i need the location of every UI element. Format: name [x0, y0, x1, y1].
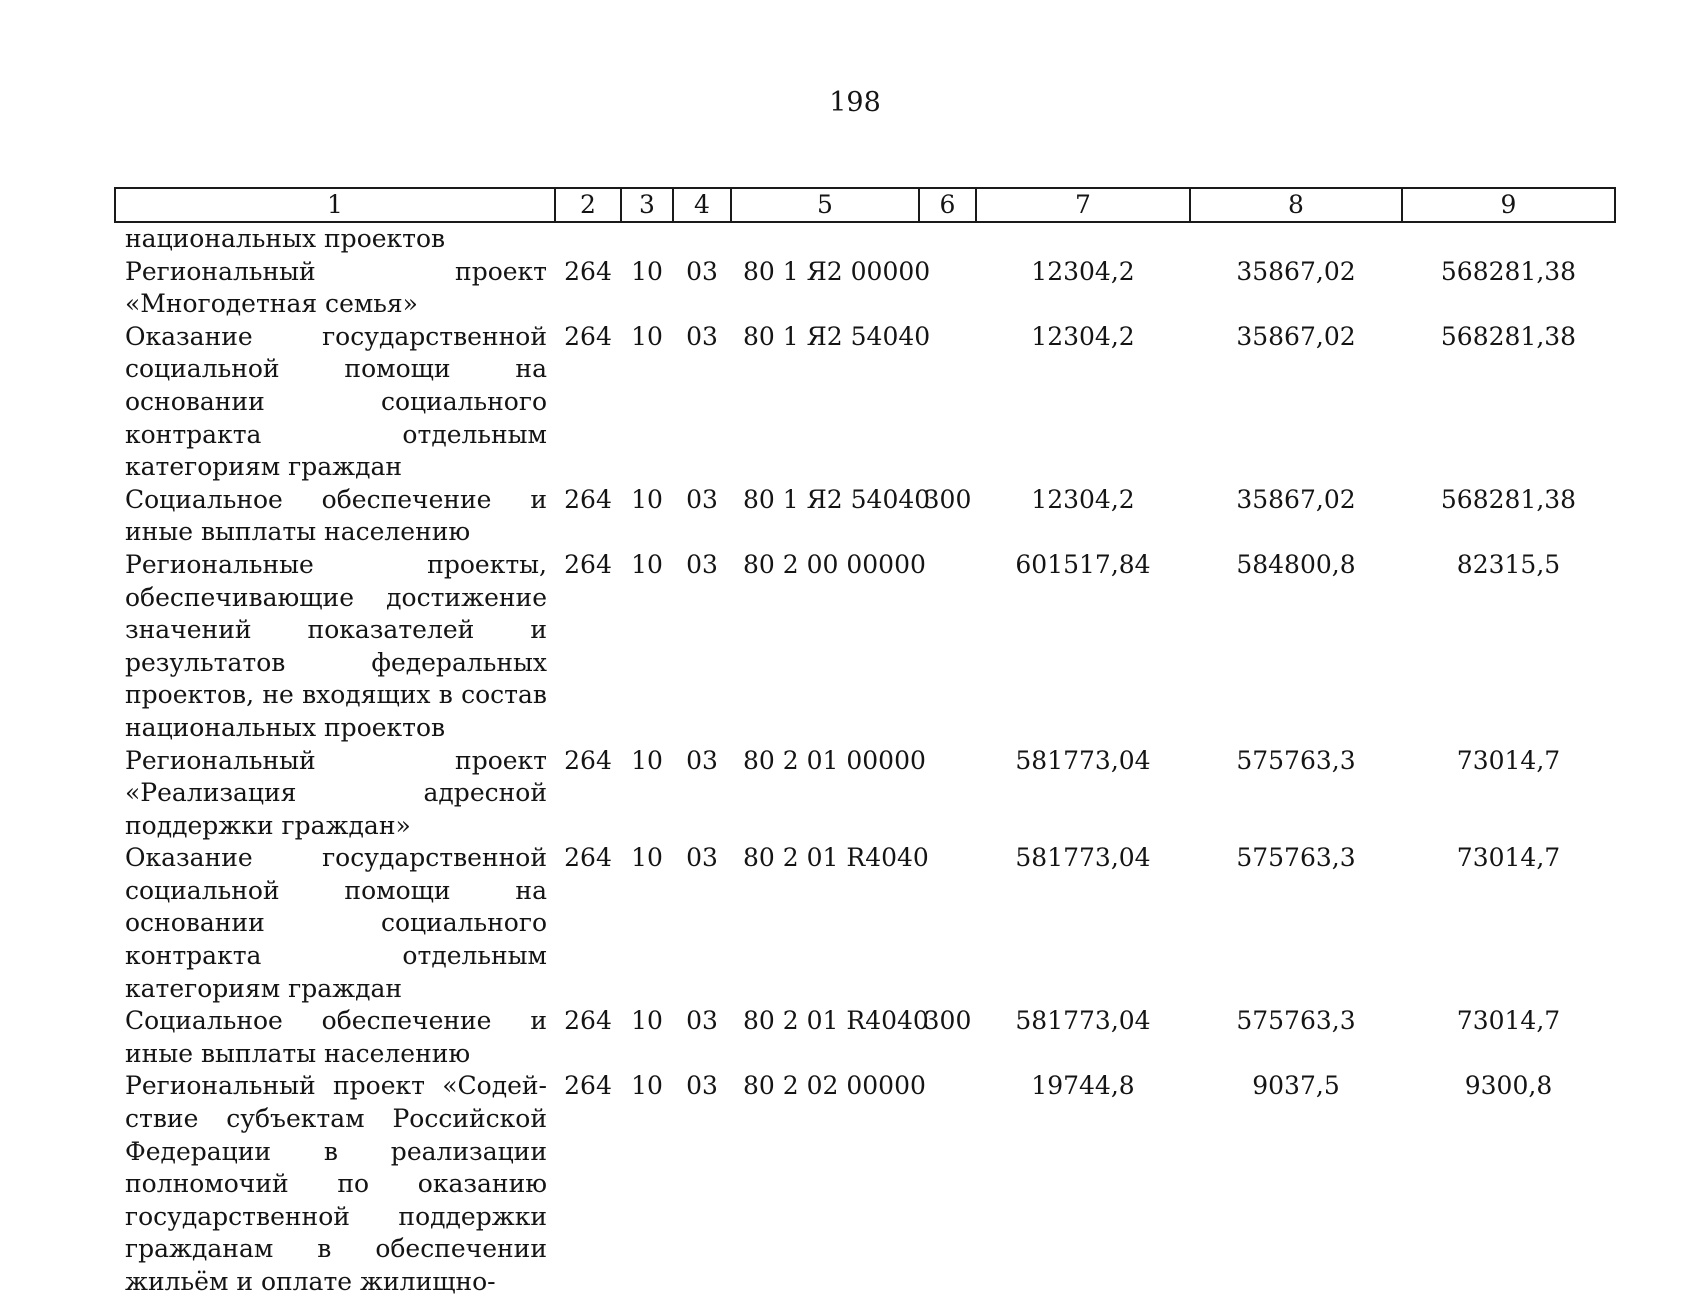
amount-cell: 12304,2 [1031, 321, 1135, 351]
column-header: 5 [731, 188, 919, 222]
subsection-cell: 03 [686, 256, 718, 286]
column-header: 8 [1190, 188, 1402, 222]
target-article-cell: 80 1 Я2 54040 [743, 321, 931, 351]
amount-cell: 581773,04 [1015, 843, 1151, 873]
target-article-cell: 80 2 01 00000 [743, 745, 926, 775]
row-name-cell: Оказание государственной социальной помощи на основании социального контракта отдельным категориям граждан [125, 321, 547, 482]
expense-type-cell: 300 [923, 484, 972, 514]
table-row [115, 321, 1615, 484]
column-header: 7 [976, 188, 1190, 222]
section-cell: 10 [631, 484, 663, 514]
section-cell: 10 [631, 256, 663, 286]
amount-cell: 584800,8 [1236, 549, 1356, 579]
amount-cell [1190, 222, 1402, 256]
code-cell: 264 [564, 321, 612, 351]
section-cell: 10 [631, 843, 663, 873]
subsection-cell: 03 [686, 1006, 718, 1036]
expense-type-cell: 300 [923, 1006, 972, 1036]
table-body [115, 222, 1615, 1299]
amount-cell: 568281,38 [1440, 256, 1577, 286]
column-header: 1 [115, 188, 555, 222]
amount-cell: 581773,04 [1015, 1006, 1151, 1036]
table-row [115, 256, 1615, 321]
code-cell: 264 [564, 745, 612, 775]
amount-cell: 568281,38 [1440, 484, 1577, 514]
code-cell: 264 [564, 843, 612, 873]
amount-cell: 73014,7 [1456, 745, 1561, 775]
section-cell: 10 [631, 1006, 663, 1036]
code-cell [555, 222, 621, 256]
table-row [115, 1070, 1615, 1298]
amount-cell [1402, 222, 1615, 256]
code-cell: 264 [564, 1006, 612, 1036]
column-header: 9 [1402, 188, 1615, 222]
section-cell [621, 222, 673, 256]
section-cell: 10 [631, 549, 663, 579]
row-name-cell: Региональный проект «Многодетная семья» [125, 256, 547, 319]
row-name-cell: национальных проектов [125, 224, 446, 253]
section-cell: 10 [631, 321, 663, 351]
column-header: 6 [919, 188, 976, 222]
amount-cell: 73014,7 [1456, 1006, 1561, 1036]
amount-cell: 581773,04 [1015, 745, 1151, 775]
amount-cell: 601517,84 [1015, 549, 1151, 579]
code-cell: 264 [564, 484, 612, 514]
target-article-cell: 80 1 Я2 54040 [743, 484, 931, 514]
amount-cell: 575763,3 [1236, 1006, 1356, 1036]
amount-cell: 9300,8 [1464, 1071, 1553, 1101]
row-name-cell: Региональный проект «Реализация адресной поддержки граждан» [125, 745, 547, 840]
expense-type-cell [919, 1070, 976, 1298]
amount-cell: 568281,38 [1440, 321, 1577, 351]
table-row [115, 484, 1615, 549]
subsection-cell: 03 [686, 321, 718, 351]
amount-cell: 12304,2 [1031, 256, 1135, 286]
header-row [115, 188, 1615, 222]
target-article-cell: 80 2 01 R4040 [743, 843, 929, 873]
subsection-cell: 03 [686, 484, 718, 514]
table-row [115, 745, 1615, 843]
subsection-cell: 03 [686, 549, 718, 579]
code-cell: 264 [564, 256, 612, 286]
column-header: 2 [555, 188, 621, 222]
amount-cell: 35867,02 [1236, 256, 1356, 286]
subsection-cell: 03 [686, 1071, 718, 1101]
amount-cell [976, 222, 1190, 256]
amount-cell: 73014,7 [1456, 843, 1561, 873]
row-name-cell: Региональный проект «Содействие субъектам Российской Федерации в реализации полномочий по оказанию государственной поддержки гражданам в обеспечении жильём и оплате жилищно- [125, 1071, 547, 1296]
column-header: 3 [621, 188, 673, 222]
amount-cell: 35867,02 [1236, 321, 1356, 351]
expense-type-cell [919, 745, 976, 843]
amount-cell: 19744,8 [1031, 1071, 1135, 1101]
page-number: 198 [829, 87, 881, 118]
target-article-cell: 80 2 02 00000 [743, 1071, 926, 1101]
row-name-cell: Социальное обеспечение и иные выплаты населению [125, 1006, 547, 1068]
subsection-cell: 03 [686, 745, 718, 775]
code-cell: 264 [564, 549, 612, 579]
subsection-cell [673, 222, 731, 256]
subsection-cell: 03 [686, 843, 718, 873]
target-article-cell: 80 1 Я2 00000 [743, 256, 931, 286]
target-article-cell [731, 222, 919, 256]
amount-cell: 575763,3 [1236, 745, 1356, 775]
amount-cell: 9037,5 [1252, 1071, 1340, 1101]
amount-cell: 82315,5 [1456, 549, 1561, 579]
section-cell: 10 [631, 1071, 663, 1101]
column-header: 4 [673, 188, 731, 222]
row-name-cell: Оказание государственной социальной помощи на основании социального контракта отдельным категориям граждан [125, 843, 547, 1003]
table-row [115, 549, 1615, 745]
amount-cell: 12304,2 [1031, 484, 1135, 514]
budget-table [114, 187, 1616, 1299]
amount-cell: 575763,3 [1236, 843, 1356, 873]
row-name-cell: Социальное обеспечение и иные выплаты населению [125, 484, 547, 547]
row-name-cell: Региональные проекты, обеспечивающие достижение значений показателей и результатов федеральных проектов, не входящих в состав национальных проектов [125, 549, 547, 742]
table-header [115, 188, 1615, 222]
amount-cell: 35867,02 [1236, 484, 1356, 514]
expense-type-cell [919, 222, 976, 256]
table-row [115, 222, 1615, 256]
table-row [115, 1005, 1615, 1070]
target-article-cell: 80 2 00 00000 [743, 549, 926, 579]
code-cell: 264 [564, 1071, 612, 1101]
section-cell: 10 [631, 745, 663, 775]
target-article-cell: 80 2 01 R4040 [743, 1006, 929, 1036]
table-row [115, 842, 1615, 1005]
expense-type-cell [919, 549, 976, 745]
